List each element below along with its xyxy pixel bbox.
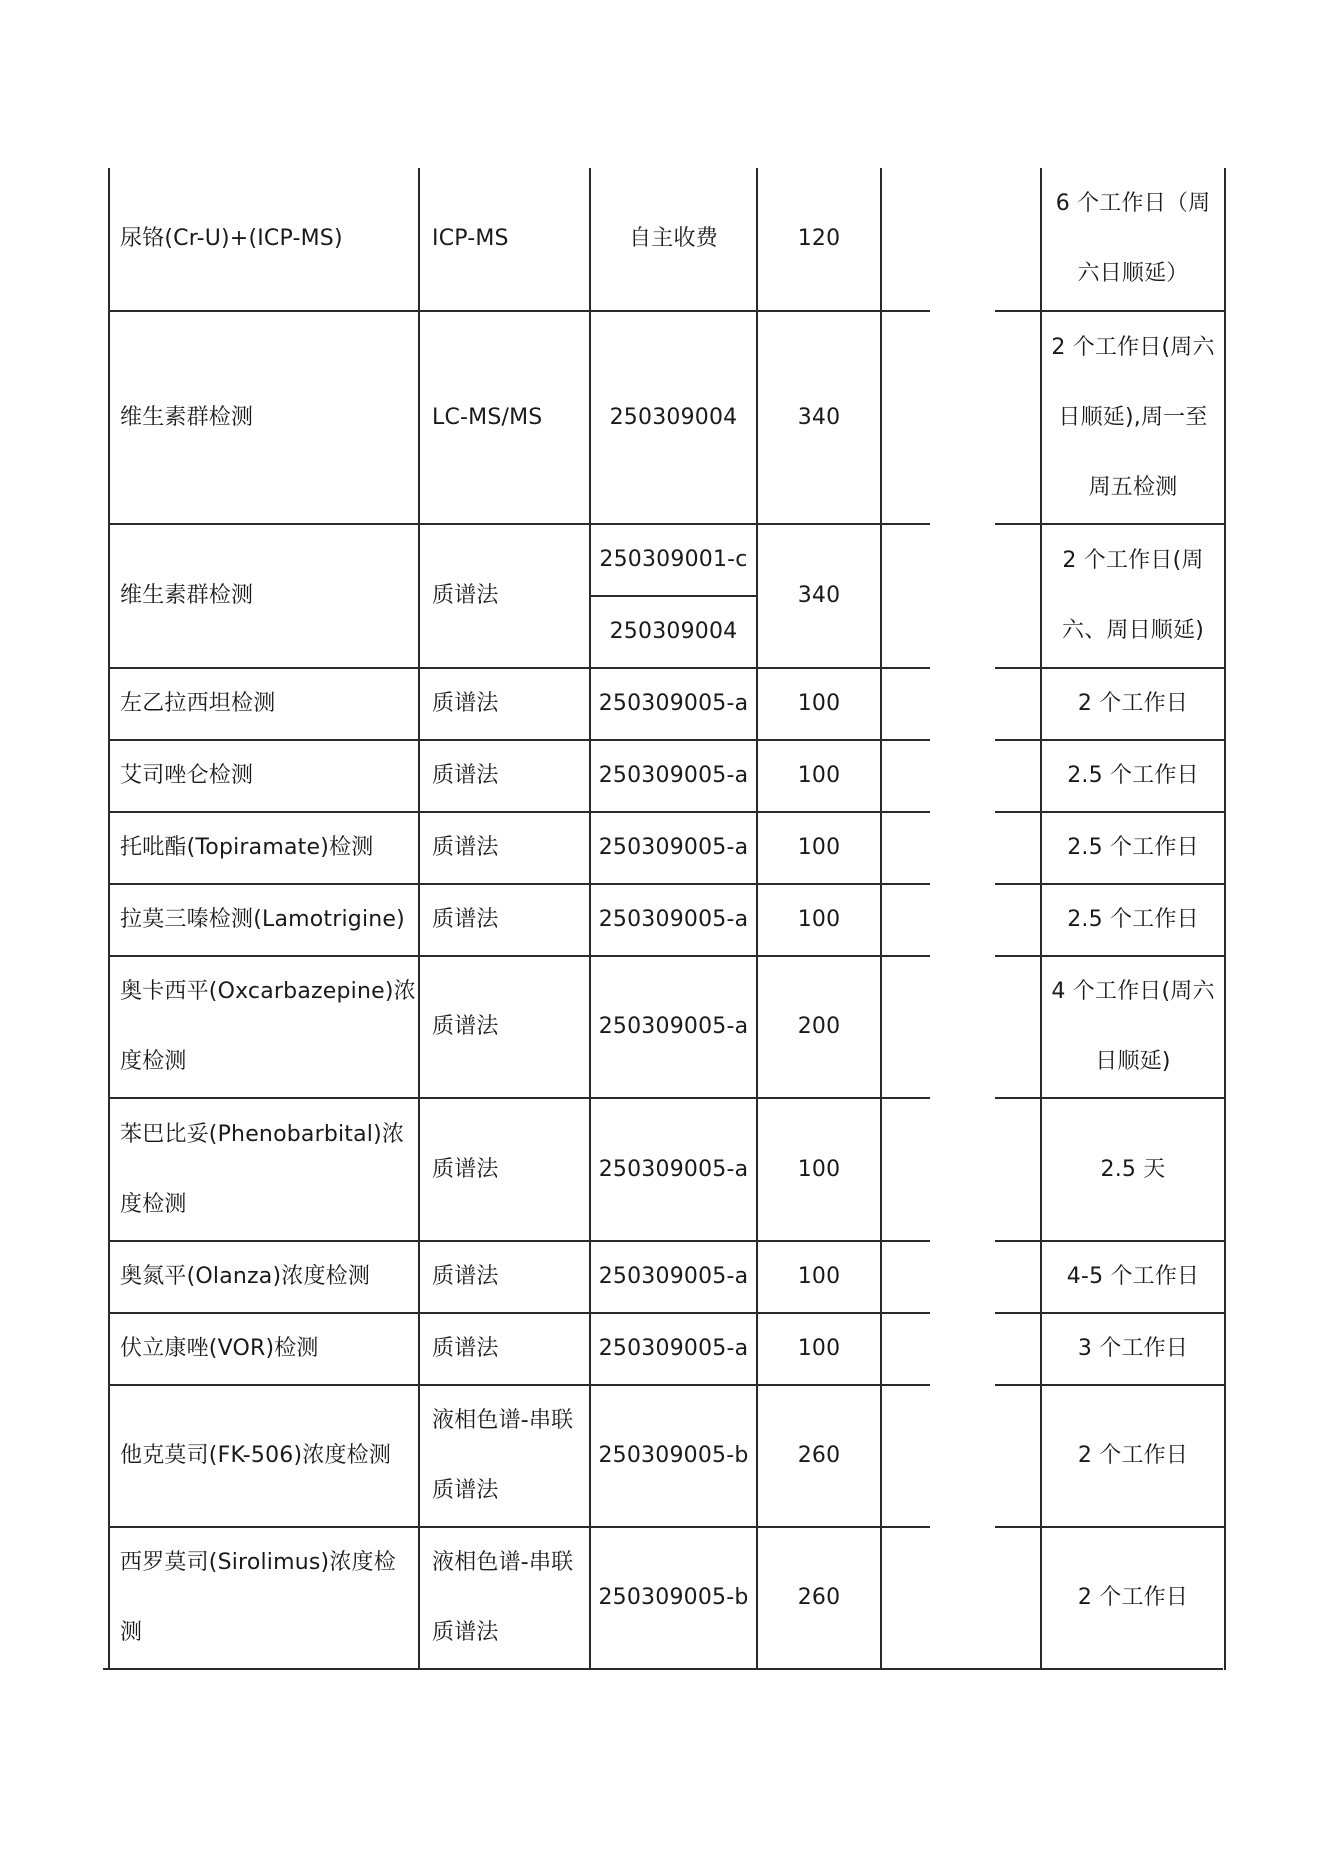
table-cell-method: 质谱法 [432,583,499,608]
table-cell-method: 液相色谱-串联 质谱法 [432,1550,574,1645]
table-cell-price: 200 [797,1014,841,1039]
table-cell-time: 2 个工作日(周 六、周日顺延) [1062,548,1204,643]
table-cell-time: 2.5 个工作日 [1067,835,1199,860]
table-cell-price: 260 [797,1443,841,1468]
table-cell-time: 2 个工作日(周六 日顺延),周一至 周五检测 [1051,334,1215,500]
table-cell-name: 尿铬(Cr-U)+(ICP-MS) [120,226,343,251]
table-cell-method: 质谱法 [432,763,499,788]
table-cell-code: 250309005-a [598,691,749,716]
table-cell-code: 250309005-a [598,1014,749,1039]
table-cell-name: 维生素群检测 [120,583,254,608]
table-cell-code: 250309001-c [599,547,748,572]
table-cell-method: 质谱法 [432,1264,499,1289]
table-cell-name: 苯巴比妥(Phenobarbital)浓 度检测 [120,1121,405,1217]
table-cell-price: 100 [797,1336,841,1361]
table-cell-code: 250309005-a [598,1336,749,1361]
table-cell-name: 奥卡西平(Oxcarbazepine)浓 度检测 [120,979,416,1074]
table-cell-price: 100 [797,763,841,788]
table-cell-price: 100 [797,835,841,860]
table-cell-code: 250309004 [609,619,738,644]
table-cell-method: 液相色谱-串联 质谱法 [432,1408,574,1503]
column-divider [1224,168,1226,1670]
table-cell-price: 100 [797,691,841,716]
table-cell-method: 质谱法 [432,907,499,932]
table-cell-price: 120 [797,226,841,251]
table-cell-time: 2 个工作日 [1077,1585,1189,1610]
table-cell-time: 4 个工作日(周六 日顺延) [1051,979,1215,1074]
table-cell-time: 2 个工作日 [1077,1443,1189,1468]
table-bottom-border [103,1668,1223,1670]
table-cell-name: 艾司唑仑检测 [120,763,254,788]
table-cell-time: 2.5 个工作日 [1067,763,1199,788]
table-cell-price: 100 [797,907,841,932]
table-cell-name: 左乙拉西坦检测 [120,691,276,716]
table-cell-time: 3 个工作日 [1077,1336,1189,1361]
table-cell-name: 托吡酯(Topiramate)检测 [120,835,374,860]
table-cell-method: LC-MS/MS [432,404,543,430]
table-cell-method: ICP-MS [432,226,509,251]
table-cell-price: 340 [797,583,841,608]
table-cell-price: 340 [797,404,841,430]
table-cell-name: 奥氮平(Olanza)浓度检测 [120,1264,371,1289]
table-cell-time: 4-5 个工作日 [1066,1264,1200,1289]
table-cell-name: 西罗莫司(Sirolimus)浓度检 测 [120,1550,396,1645]
table-cell-method: 质谱法 [432,1156,499,1182]
column-divider [880,168,882,1670]
table-cell-time: 2 个工作日 [1077,691,1189,716]
table-cell-method: 质谱法 [432,1014,499,1039]
table-cell-time: 2.5 个工作日 [1067,907,1199,932]
table-cell-name: 维生素群检测 [120,404,254,430]
table-cell-code: 250309005-a [598,1264,749,1289]
table-cell-code: 250309005-b [598,1443,749,1468]
table-cell-code: 250309005-b [598,1585,749,1610]
table-cell-code: 自主收费 [629,226,718,251]
table-cell-code: 250309004 [609,404,738,430]
table-cell-name: 拉莫三嗪检测(Lamotrigine) [120,907,405,932]
table-cell-price: 100 [797,1264,841,1289]
table-cell-method: 质谱法 [432,1336,499,1361]
table-cell-price: 100 [797,1156,841,1182]
table-cell-name: 伏立康唑(VOR)检测 [120,1336,319,1361]
table-cell-time: 2.5 天 [1100,1156,1166,1182]
table-cell-code: 250309005-a [598,907,749,932]
table-cell-method: 质谱法 [432,691,499,716]
table-cell-code: 250309005-a [598,1156,749,1182]
table-cell-time: 6 个工作日（周 六日顺延） [1055,191,1211,286]
table-cell-price: 260 [797,1585,841,1610]
table-cell-code: 250309005-a [598,835,749,860]
table-cell-code: 250309005-a [598,763,749,788]
table-cell-name: 他克莫司(FK-506)浓度检测 [120,1443,392,1468]
table-cell-method: 质谱法 [432,835,499,860]
